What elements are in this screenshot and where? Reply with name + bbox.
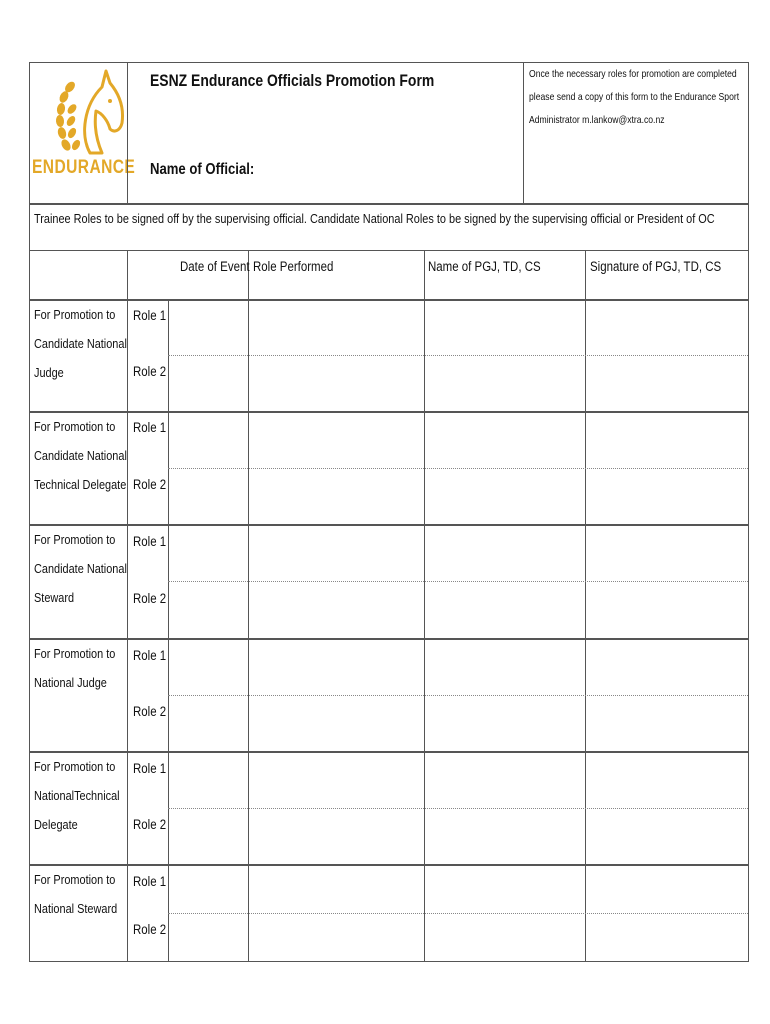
- role-label: Role 2: [133, 364, 167, 379]
- name-of-official-label: Name of Official:: [150, 161, 255, 178]
- instruction-text: Trainee Roles to be signed off by the supervising official. Candidate National Roles to be signed by the supervising official or President of OC: [34, 211, 715, 226]
- role-label: Role 1: [133, 308, 167, 323]
- note-line: please send a copy of this form to the Endurance Sport: [529, 91, 740, 103]
- submission-note: [529, 63, 770, 132]
- column-header-name: Name of PGJ, TD, CS: [428, 259, 541, 274]
- name-of-official-field[interactable]: [245, 158, 520, 184]
- promotion-form: [29, 62, 749, 962]
- promotion-label: For Promotion to Candidate National Judge: [34, 307, 127, 380]
- horse-wheat-logo-icon: [50, 65, 130, 160]
- role-label: Role 2: [133, 704, 167, 719]
- date-of-event-cell[interactable]: [169, 300, 247, 960]
- signature-cell[interactable]: [586, 300, 747, 960]
- column-header-signature: Signature of PGJ, TD, CS: [590, 259, 722, 274]
- promotion-label: For Promotion to Candidate National Technical Delegate: [34, 419, 127, 492]
- role-label: Role 1: [133, 874, 167, 889]
- form-title: ESNZ Endurance Officials Promotion Form: [150, 71, 435, 90]
- note-line: Once the necessary roles for promotion are completed: [529, 68, 737, 80]
- note-line: Administrator m.lankow@xtra.co.nz: [529, 114, 665, 126]
- endurance-logo: [50, 65, 130, 160]
- role-performed-cell[interactable]: [249, 300, 423, 960]
- role-label: Role 1: [133, 534, 167, 549]
- role-label: Role 2: [133, 591, 167, 606]
- column-header-date: Date of Event: [180, 259, 250, 274]
- promotion-label: For Promotion to Candidate National Steward: [34, 532, 127, 605]
- official-name-cell[interactable]: [425, 300, 584, 960]
- role-label: Role 1: [133, 648, 167, 663]
- role-label: Role 1: [133, 420, 167, 435]
- column-header-role: Role Performed: [253, 259, 334, 274]
- role-label: Role 2: [133, 922, 167, 937]
- role-label: Role 1: [133, 761, 167, 776]
- role-label: Role 2: [133, 477, 167, 492]
- promotion-label: For Promotion to NationalTechnical Delegate: [34, 759, 120, 832]
- logo-wordmark: ENDURANCE: [32, 157, 136, 178]
- promotion-label: For Promotion to National Judge: [34, 646, 116, 690]
- role-label: Role 2: [133, 817, 167, 832]
- promotion-label: For Promotion to National Steward: [34, 872, 118, 916]
